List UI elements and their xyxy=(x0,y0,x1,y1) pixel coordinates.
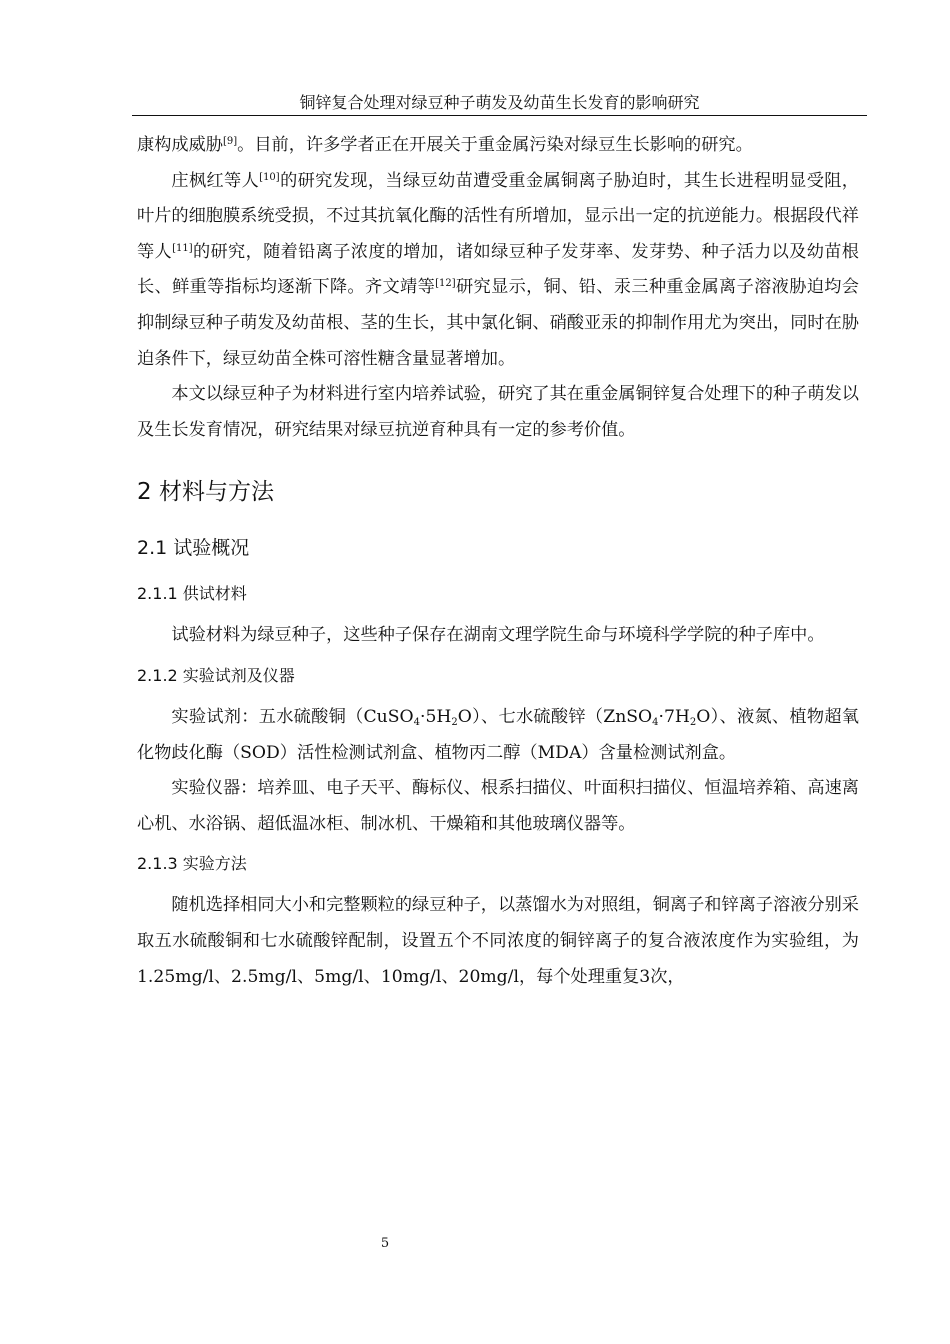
section-heading: 2 材料与方法 xyxy=(137,479,274,506)
subscript: 2 xyxy=(689,716,697,728)
text-span: 的研究，随着铅离子浓度的增加，诸如绿豆种子发芽率、发芽势、种子活力以及幼苗根长、鲜重等指标均逐渐下降。齐文靖等 xyxy=(137,241,859,298)
subsubsection-heading: 2.1.1 供试材料 xyxy=(137,584,247,604)
paragraph-instruments: 实验仪器：培养皿、电子天平、酶标仪、根系扫描仪、叶面积扫描仪、恒温培养箱、高速离心机、水浴锅、超低温冰柜、制冰机、干燥箱和其他玻璃仪器等。 xyxy=(137,778,859,834)
text-span: 庄枫红等人 xyxy=(171,170,260,191)
citation-ref: [9] xyxy=(222,136,238,147)
subsubsection-heading: 2.1.3 实验方法 xyxy=(137,854,247,874)
text-span: O）、七水硫酸锌（ZnSO xyxy=(457,706,653,727)
running-header: 铜锌复合处理对绿豆种子萌发及幼苗生长发育的影响研究 xyxy=(132,93,867,116)
subscript: 2 xyxy=(451,716,458,728)
paragraph-reagents xyxy=(137,700,859,771)
text-span: 的研究发现，当绿豆幼苗遭受重金属铜离子胁迫时，其生长进程明显受阻，叶片的细胞膜系统受损，不过其抗氧化酶的活性有所增加，显示出一定的抗逆能力。根据段代祥等人 xyxy=(137,170,859,262)
paragraph-methods: 随机选择相同大小和完整颗粒的绿豆种子，以蒸馏水为对照组，铜离子和锌离子溶液分别采取五水硫酸铜和七水硫酸锌配制，设置五个不同浓度的铜锌离子的复合液浓度作为实验组，为1.25mg/l、2.5mg/l、5mg/l、10mg/l、20mg/l，每个处理重复3次， xyxy=(137,895,859,987)
text-span: 实验试剂：五水硫酸铜（CuSO xyxy=(171,706,414,727)
subscript: 4 xyxy=(413,716,420,728)
page-number: 5 xyxy=(380,1236,390,1251)
text-span: O）、液氮、植物超氧化物歧化酶（SOD）活性检测试剂盒、植物丙二醇（MDA）含量检测试剂盒。 xyxy=(137,706,859,763)
citation-ref: [12] xyxy=(435,278,456,290)
citation-ref: [10] xyxy=(259,171,280,183)
subsection-heading: 2.1 试验概况 xyxy=(137,537,250,560)
paragraph-continuation xyxy=(137,128,859,164)
subscript: 4 xyxy=(652,716,659,728)
page-body xyxy=(137,128,859,995)
paragraph-aim: 本文以绿豆种子为材料进行室内培养试验，研究了其在重金属铜锌复合处理下的种子萌发以及生长发育情况，研究结果对绿豆抗逆育种具有一定的参考价值。 xyxy=(137,384,859,440)
text-span: ·7H xyxy=(658,706,690,727)
paragraph-materials: 试验材料为绿豆种子，这些种子保存在湖南文理学院生命与环境科学学院的种子库中。 xyxy=(171,625,825,646)
text-span: 研究显示，铜、铅、汞三种重金属离子溶液胁迫均会抑制绿豆种子萌发及幼苗根、茎的生长，其中氯化铜、硝酸亚汞的抑制作用尤为突出，同时在胁迫条件下，绿豆幼苗全株可溶性糖含量显著增加。 xyxy=(137,277,859,369)
text-span: 。目前，许多学者正在开展关于重金属污染对绿豆生长影响的研究。 xyxy=(237,135,753,155)
paragraph-literature-review xyxy=(137,164,859,378)
subsubsection-heading: 2.1.2 实验试剂及仪器 xyxy=(137,665,295,685)
citation-ref: [11] xyxy=(172,242,193,254)
text-span: 康构成威胁 xyxy=(137,135,223,155)
text-span: ·5H xyxy=(420,706,452,727)
